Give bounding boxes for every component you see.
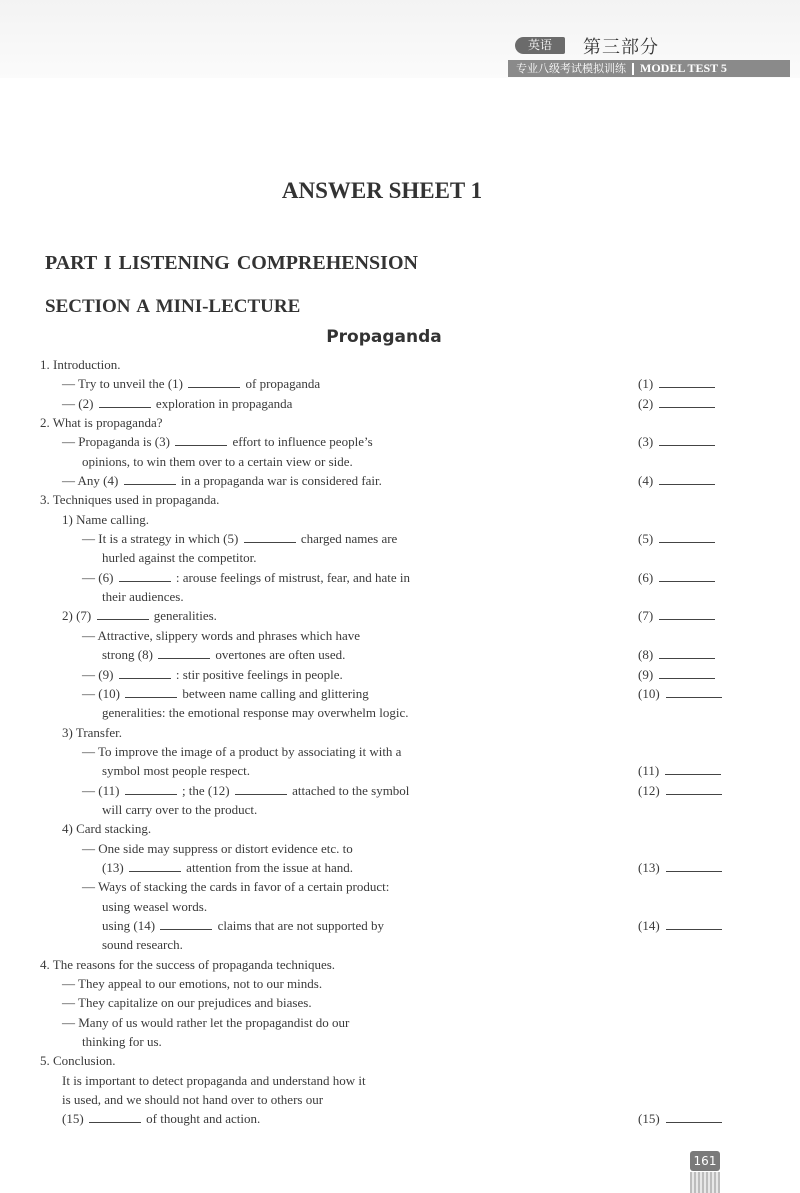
answer-blank[interactable]	[666, 917, 722, 930]
outline-line	[40, 432, 740, 451]
answer-blank[interactable]	[659, 646, 715, 659]
inline-blank[interactable]	[89, 1110, 141, 1123]
inline-blank[interactable]	[244, 530, 296, 543]
answer-blank[interactable]	[659, 666, 715, 679]
line-text: 1. Introduction.	[40, 357, 121, 372]
answer-number: (11)	[638, 763, 660, 779]
header-subject-tag: 英语	[515, 37, 565, 54]
answer-number: (15)	[638, 1111, 660, 1127]
answer-blank[interactable]	[666, 859, 722, 872]
inline-blank[interactable]	[119, 569, 171, 582]
line-text-after-blank: of propaganda	[245, 376, 321, 392]
line-text: — (2)	[62, 395, 94, 411]
answer-blank[interactable]	[666, 685, 722, 698]
line-text: — Propaganda is (3)	[62, 434, 170, 450]
answer-slot	[638, 645, 728, 664]
outline-line	[40, 877, 740, 896]
header-band	[0, 0, 800, 78]
line-text: (15)	[62, 1111, 84, 1127]
line-text-after-blank: effort to influence people’s	[232, 434, 373, 450]
outline-line	[40, 1051, 740, 1070]
line-text: 3. Techniques used in propaganda.	[40, 492, 220, 508]
line-text: — (9)	[82, 666, 114, 682]
line-text: — Attractive, slippery words and phrases which have	[82, 627, 360, 643]
answer-slot	[638, 858, 728, 877]
outline-line	[40, 819, 740, 838]
line-text: their audiences.	[102, 589, 184, 605]
outline-line	[40, 781, 740, 800]
answer-slot	[638, 529, 728, 548]
answer-number: (4)	[638, 473, 654, 489]
outline-line	[40, 897, 740, 916]
line-text: using (14)	[102, 917, 156, 933]
outline-line	[40, 1109, 740, 1128]
line-text: 5. Conclusion.	[40, 1053, 116, 1069]
outline-line	[40, 1013, 740, 1032]
outline-line	[40, 858, 740, 877]
inline-blank[interactable]	[125, 685, 177, 698]
header-subtitle-bar	[508, 60, 790, 77]
line-text: opinions, to win them over to a certain view or side.	[82, 453, 353, 469]
outline-line	[40, 626, 740, 645]
line-text: 1) Name calling.	[62, 511, 149, 527]
line-text-after-blank: in a propaganda war is considered fair.	[180, 473, 382, 489]
line-text-after-blank: exploration in propaganda	[155, 395, 293, 411]
outline-line	[40, 587, 740, 606]
line-text: — (11)	[82, 782, 120, 798]
outline-line	[40, 1090, 740, 1109]
answer-slot	[638, 432, 728, 451]
line-text: thinking for us.	[82, 1034, 162, 1050]
outline-line	[40, 974, 740, 993]
part-heading: PART I LISTENING COMPREHENSION	[45, 252, 418, 274]
line-text: It is important to detect propaganda and understand how it	[62, 1072, 366, 1088]
line-text: 4. The reasons for the success of propaganda techniques.	[40, 956, 336, 972]
line-text-after-blank: between name calling and glittering	[182, 685, 369, 701]
answer-number: (2)	[638, 395, 654, 411]
answer-blank[interactable]	[666, 1110, 722, 1123]
inline-blank[interactable]	[99, 395, 151, 408]
inline-blank[interactable]	[158, 646, 210, 659]
answer-blank[interactable]	[659, 607, 715, 620]
section-heading: SECTION A MINI-LECTURE	[45, 296, 301, 317]
line-text-after-blank: charged names are	[300, 531, 398, 547]
answer-number: (9)	[638, 666, 654, 682]
outline-line	[40, 839, 740, 858]
page-edge-strip	[690, 1172, 720, 1193]
line-text-after-blank: generalities.	[153, 608, 217, 624]
inline-blank[interactable]	[160, 917, 212, 930]
line-text-after-blank: : arouse feelings of mistrust, fear, and hate in	[175, 569, 411, 585]
answer-slot	[638, 471, 728, 490]
answer-number: (6)	[638, 569, 654, 585]
line-text: — One side may suppress or distort evidence etc. to	[82, 840, 353, 856]
line-text-after-blank: overtones are often used.	[215, 647, 346, 663]
answer-blank[interactable]	[659, 472, 715, 485]
outline-line	[40, 374, 740, 393]
outline-line	[40, 723, 740, 742]
answer-blank[interactable]	[659, 395, 715, 408]
answer-number: (7)	[638, 608, 654, 624]
answer-blank[interactable]	[659, 530, 715, 543]
outline-line	[40, 548, 740, 567]
answer-blank[interactable]	[659, 375, 715, 388]
line-text: — It is a strategy in which (5)	[82, 531, 239, 547]
answer-slot	[638, 394, 728, 413]
inline-blank[interactable]	[119, 666, 171, 679]
outline-line	[40, 800, 740, 819]
line-text-after-blank: attached to the symbol	[292, 782, 410, 798]
line-text: 3) Transfer.	[62, 724, 122, 740]
line-text-after-blank: of thought and action.	[146, 1111, 261, 1127]
line-text: strong (8)	[102, 647, 153, 663]
outline-line	[40, 955, 740, 974]
answer-blank[interactable]	[659, 433, 715, 446]
line-text: sound research.	[102, 937, 183, 953]
outline-line	[40, 742, 740, 761]
outline-line	[40, 993, 740, 1012]
header-divider	[632, 63, 634, 75]
answer-slot	[638, 568, 728, 587]
outline-line	[40, 761, 740, 780]
line-text: 4) Card stacking.	[62, 821, 152, 837]
answer-number: (10)	[638, 685, 660, 701]
outline-line	[40, 1071, 740, 1090]
line-text: — They capitalize on our prejudices and biases.	[62, 995, 312, 1011]
line-text: using weasel words.	[102, 898, 208, 914]
line-text: (13)	[102, 859, 124, 875]
answer-number: (13)	[638, 859, 660, 875]
answer-slot	[638, 374, 728, 393]
outline-line	[40, 490, 740, 509]
outline-line	[40, 568, 740, 587]
line-text: — Any (4)	[62, 473, 119, 489]
page-number: 161	[690, 1151, 720, 1171]
header-subtitle: 专业八级考试模拟训练	[516, 62, 626, 75]
inline-blank[interactable]	[97, 607, 149, 620]
inline-blank[interactable]	[188, 375, 240, 388]
line-text: — To improve the image of a product by associating it with a	[82, 743, 402, 759]
answer-blank[interactable]	[659, 569, 715, 582]
line-text: 2) (7)	[62, 608, 92, 624]
outline-line	[40, 703, 740, 722]
outline-line	[40, 529, 740, 548]
line-text: will carry over to the product.	[102, 801, 258, 817]
line-text: symbol most people respect.	[102, 763, 251, 779]
line-text: is used, and we should not hand over to others our	[62, 1092, 324, 1108]
answer-number: (12)	[638, 782, 660, 798]
answer-slot	[638, 665, 728, 684]
answer-slot	[638, 761, 728, 780]
inline-blank[interactable]	[125, 782, 177, 795]
inline-blank[interactable]	[129, 859, 181, 872]
header-model-test: MODEL TEST 5	[640, 61, 727, 75]
line-text: — (6)	[82, 569, 114, 585]
line-text-after-blank: attention from the issue at hand.	[186, 859, 353, 875]
answer-slot	[638, 606, 728, 625]
outline-line	[40, 471, 740, 490]
outline-line	[40, 606, 740, 625]
line-text: — Many of us would rather let the propagandist do our	[62, 1014, 350, 1030]
line-text: generalities: the emotional response may overwhelm logic.	[102, 705, 409, 721]
line-text: — They appeal to our emotions, not to our minds.	[62, 976, 323, 991]
outline-line	[40, 684, 740, 703]
answer-number: (8)	[638, 647, 654, 663]
line-text: hurled against the competitor.	[102, 550, 257, 566]
outline-line	[40, 645, 740, 664]
answer-number: (1)	[638, 376, 654, 392]
inline-blank[interactable]	[235, 782, 287, 795]
line-text: — Try to unveil the (1)	[62, 376, 183, 392]
inline-blank[interactable]	[124, 472, 176, 485]
answer-number: (3)	[638, 434, 654, 450]
answer-slot	[638, 781, 728, 800]
answer-slot	[638, 684, 728, 703]
answer-slot	[638, 916, 728, 935]
line-text: 2. What is propaganda?	[40, 415, 163, 431]
line-text-after-blank: : stir positive feelings in people.	[175, 666, 343, 682]
line-text: — (10)	[82, 685, 120, 701]
answer-blank[interactable]	[666, 782, 722, 795]
outline-line	[40, 413, 740, 432]
answer-blank[interactable]	[665, 762, 721, 775]
outline-line	[40, 452, 740, 471]
header-part-title: 第三部分	[583, 37, 659, 58]
outline-line	[40, 916, 740, 935]
line-text: — Ways of stacking the cards in favor of a certain product:	[82, 879, 390, 895]
outline-line	[40, 1032, 740, 1051]
outline-line	[40, 665, 740, 684]
page-title: ANSWER SHEET 1	[281, 178, 483, 203]
answer-slot	[638, 1109, 728, 1128]
lecture-title: Propaganda	[326, 327, 442, 347]
outline-line	[40, 355, 740, 374]
inline-blank[interactable]	[175, 433, 227, 446]
line-text-after-blank: ; the (12)	[181, 782, 230, 798]
outline-line	[40, 935, 740, 954]
line-text-after-blank: claims that are not supported by	[217, 917, 385, 933]
answer-number: (5)	[638, 531, 654, 547]
answer-sheet-body	[40, 355, 740, 1129]
answer-number: (14)	[638, 917, 660, 933]
outline-line	[40, 394, 740, 413]
outline-line	[40, 510, 740, 529]
